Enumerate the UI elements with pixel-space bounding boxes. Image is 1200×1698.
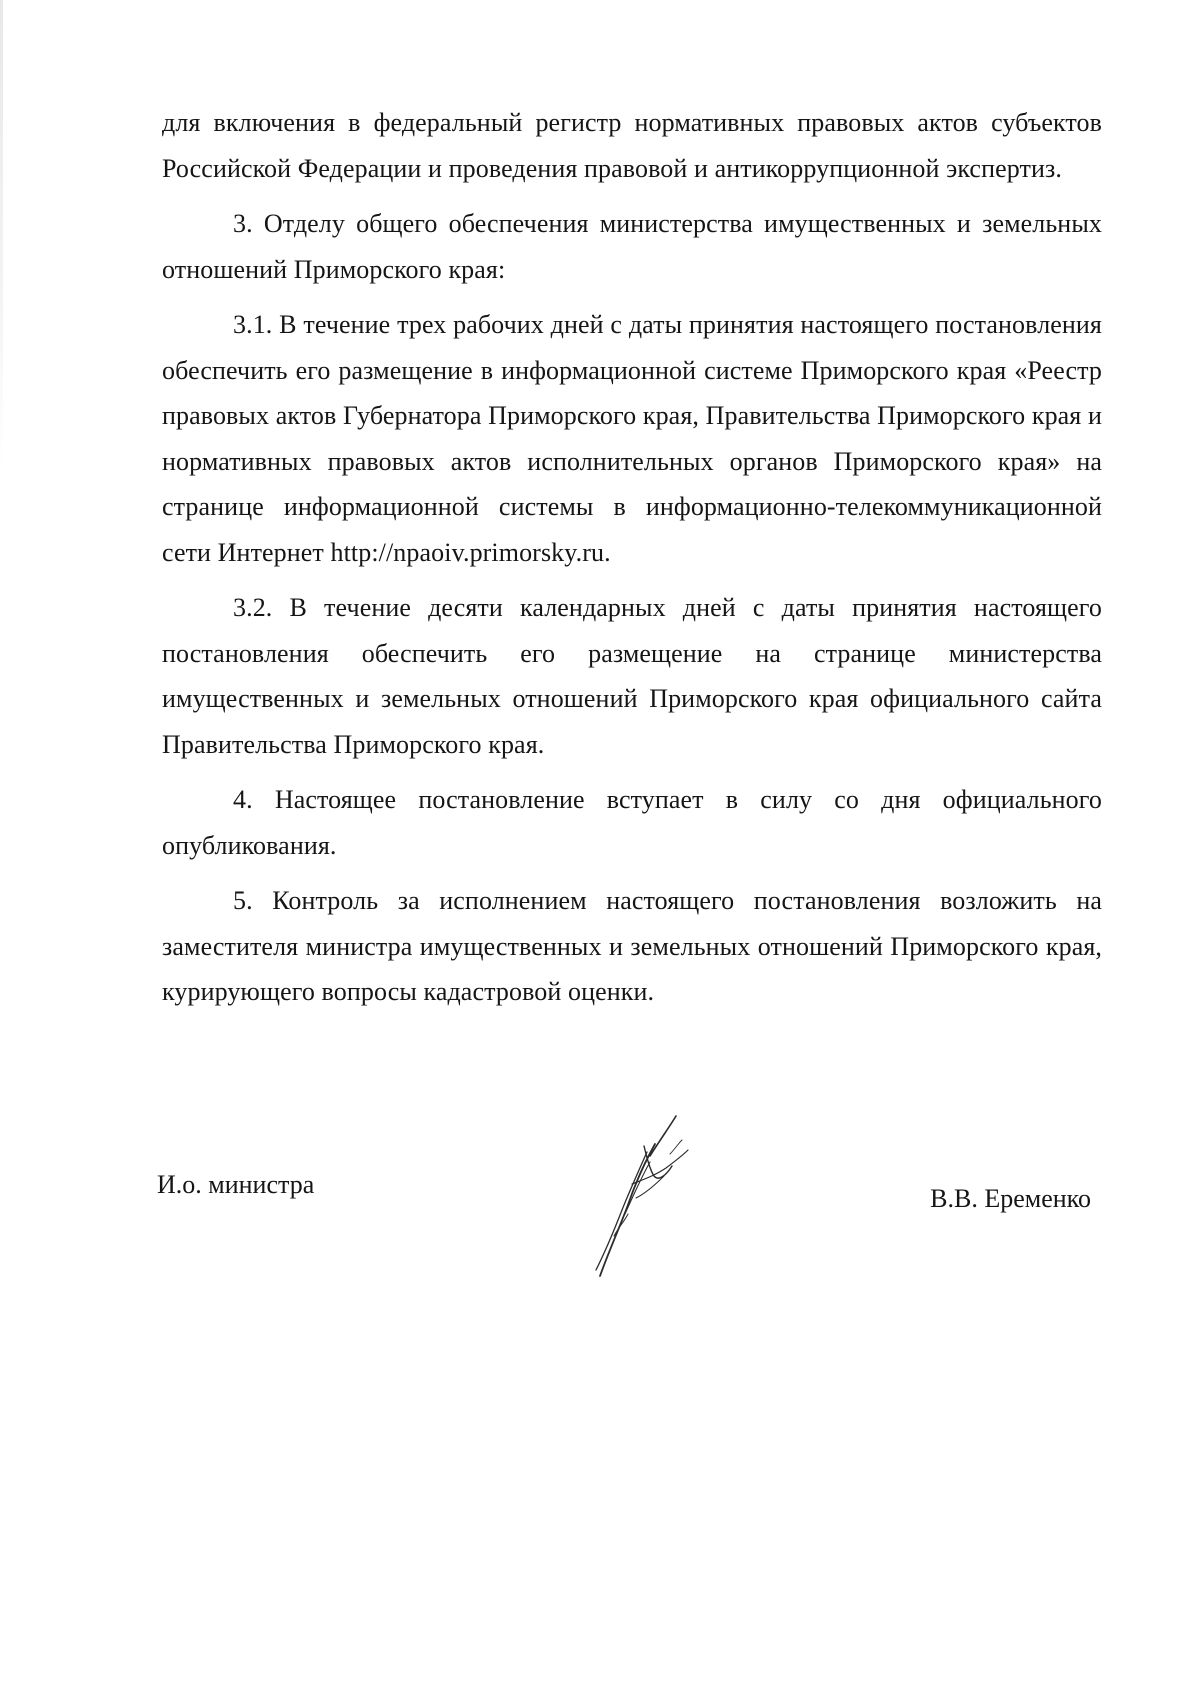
signer-title: И.о. министра [157,1170,315,1199]
handwritten-signature-icon [584,1110,694,1280]
signer-name: В.В. Еременко [930,1184,1091,1213]
paragraph-item-3-1: 3.1. В течение трех рабочих дней с даты принятия настоящего постановления обеспечить его размещение в информационной системе Приморского края «Реестр правовых актов Губернатора Приморского края, Правительства Приморского края и нормативных правовых актов исполнительных органов Приморского края» на странице информационной системы в информационно-телекоммуникационной сети Интернет http://npaoiv.primorsky.ru. [162,310,1102,567]
signature-block [157,1170,1097,1310]
document-body [162,100,1102,1025]
paragraph-item-4: 4. Настоящее постановление вступает в силу со дня официального опубликования. [162,785,1102,860]
paragraph-item-3-2: 3.2. В течение десяти календарных дней с даты принятия настоящего постановления обеспечить его размещение на странице министерства имущественных и земельных отношений Приморского края официального сайта Правительства Приморского края. [162,593,1102,759]
scan-edge-shadow [0,0,3,470]
paragraph-item-5: 5. Контроль за исполнением настоящего постановления возложить на заместителя министра имущественных и земельных отношений Приморского края, курирующего вопросы кадастровой оценки. [162,886,1102,1006]
paragraph-continuation: для включения в федеральный регистр нормативных правовых актов субъектов Российской Федерации и проведения правовой и антикоррупционной экспертиз. [162,108,1102,183]
paragraph-item-3: 3. Отделу общего обеспечения министерства имущественных и земельных отношений Приморского края: [162,209,1102,284]
